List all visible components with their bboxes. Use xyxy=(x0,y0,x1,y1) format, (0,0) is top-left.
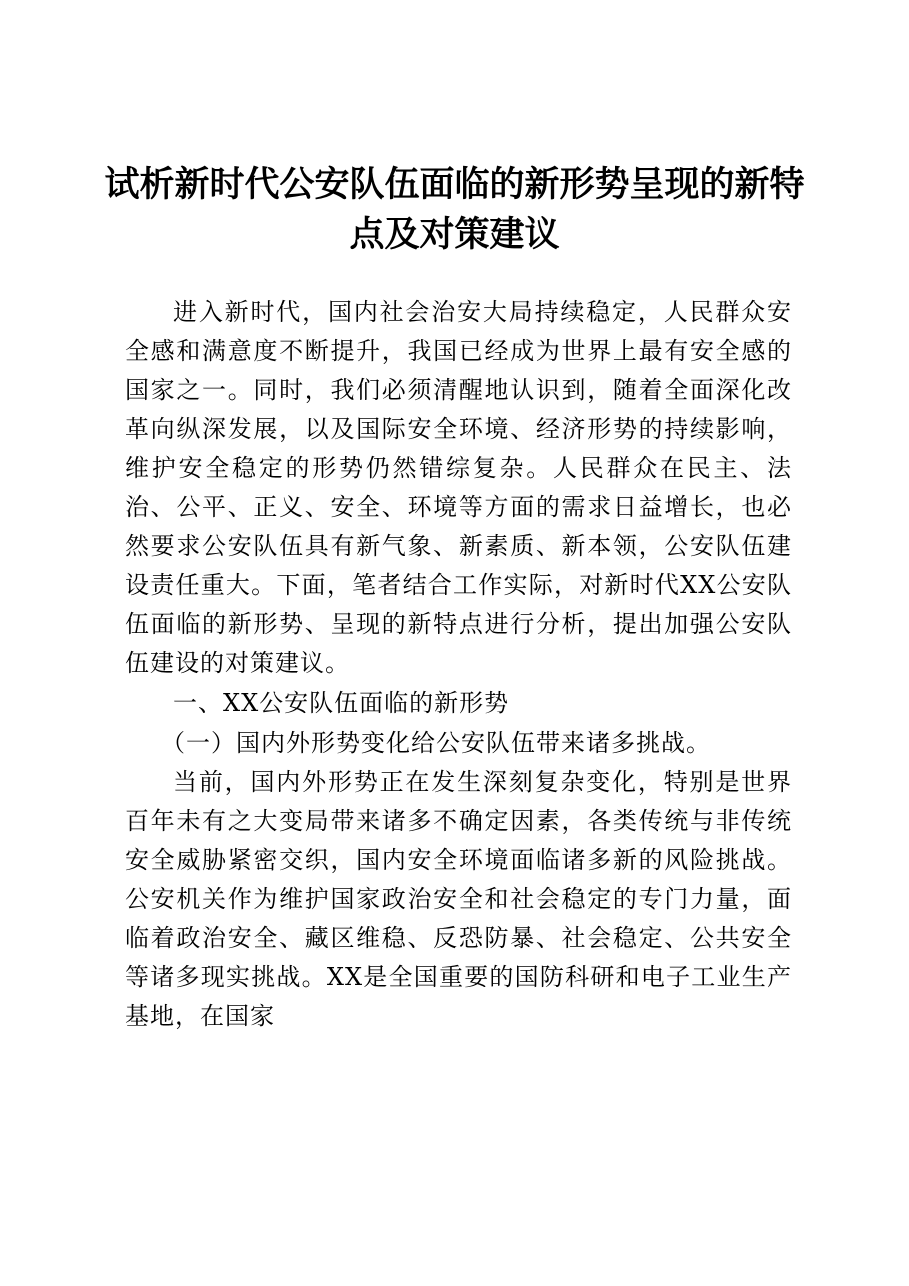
body-paragraph: 当前，国内外形势正在发生深刻复杂变化，特别是世界百年未有之大变局带来诸多不确定因素，各类传统与非传统安全威胁紧密交织，国内安全环境面临诸多新的风险挑战。公安机关作为维护国家政治安全和社会稳定的专门力量，面临着政治安全、藏区维稳、反恐防暴、社会稳定、公共安全等诸多现实挑战。XX是全国重要的国防科研和电子工业生产基地，在国家 xyxy=(125,768,792,1031)
section-heading-1: 一、XX公安队伍面临的新形势 xyxy=(173,688,510,717)
document-title: 试析新时代公安队伍面临的新形势呈现的新特点及对策建议 xyxy=(104,165,805,255)
subsection-heading-1: （一）国内外形势变化给公安队伍带来诸多挑战。 xyxy=(161,728,711,757)
document-body xyxy=(125,293,792,1037)
intro-paragraph: 进入新时代，国内社会治安大局持续稳定，人民群众安全感和满意度不断提升，我国已经成为世界上最有安全感的国家之一。同时，我们必须清醒地认识到，随着全面深化改革向纵深发展，以及国际安全环境、经济形势的持续影响，维护安全稳定的形势仍然错综复杂。人民群众在民主、法治、公平、正义、安全、环境等方面的需求日益增长，也必然要求公安队伍具有新气象、新素质、新本领，公安队伍建设责任重大。下面，笔者结合工作实际，对新时代XX公安队伍面临的新形势、呈现的新特点进行分析，提出加强公安队伍建设的对策建议。 xyxy=(125,298,792,677)
